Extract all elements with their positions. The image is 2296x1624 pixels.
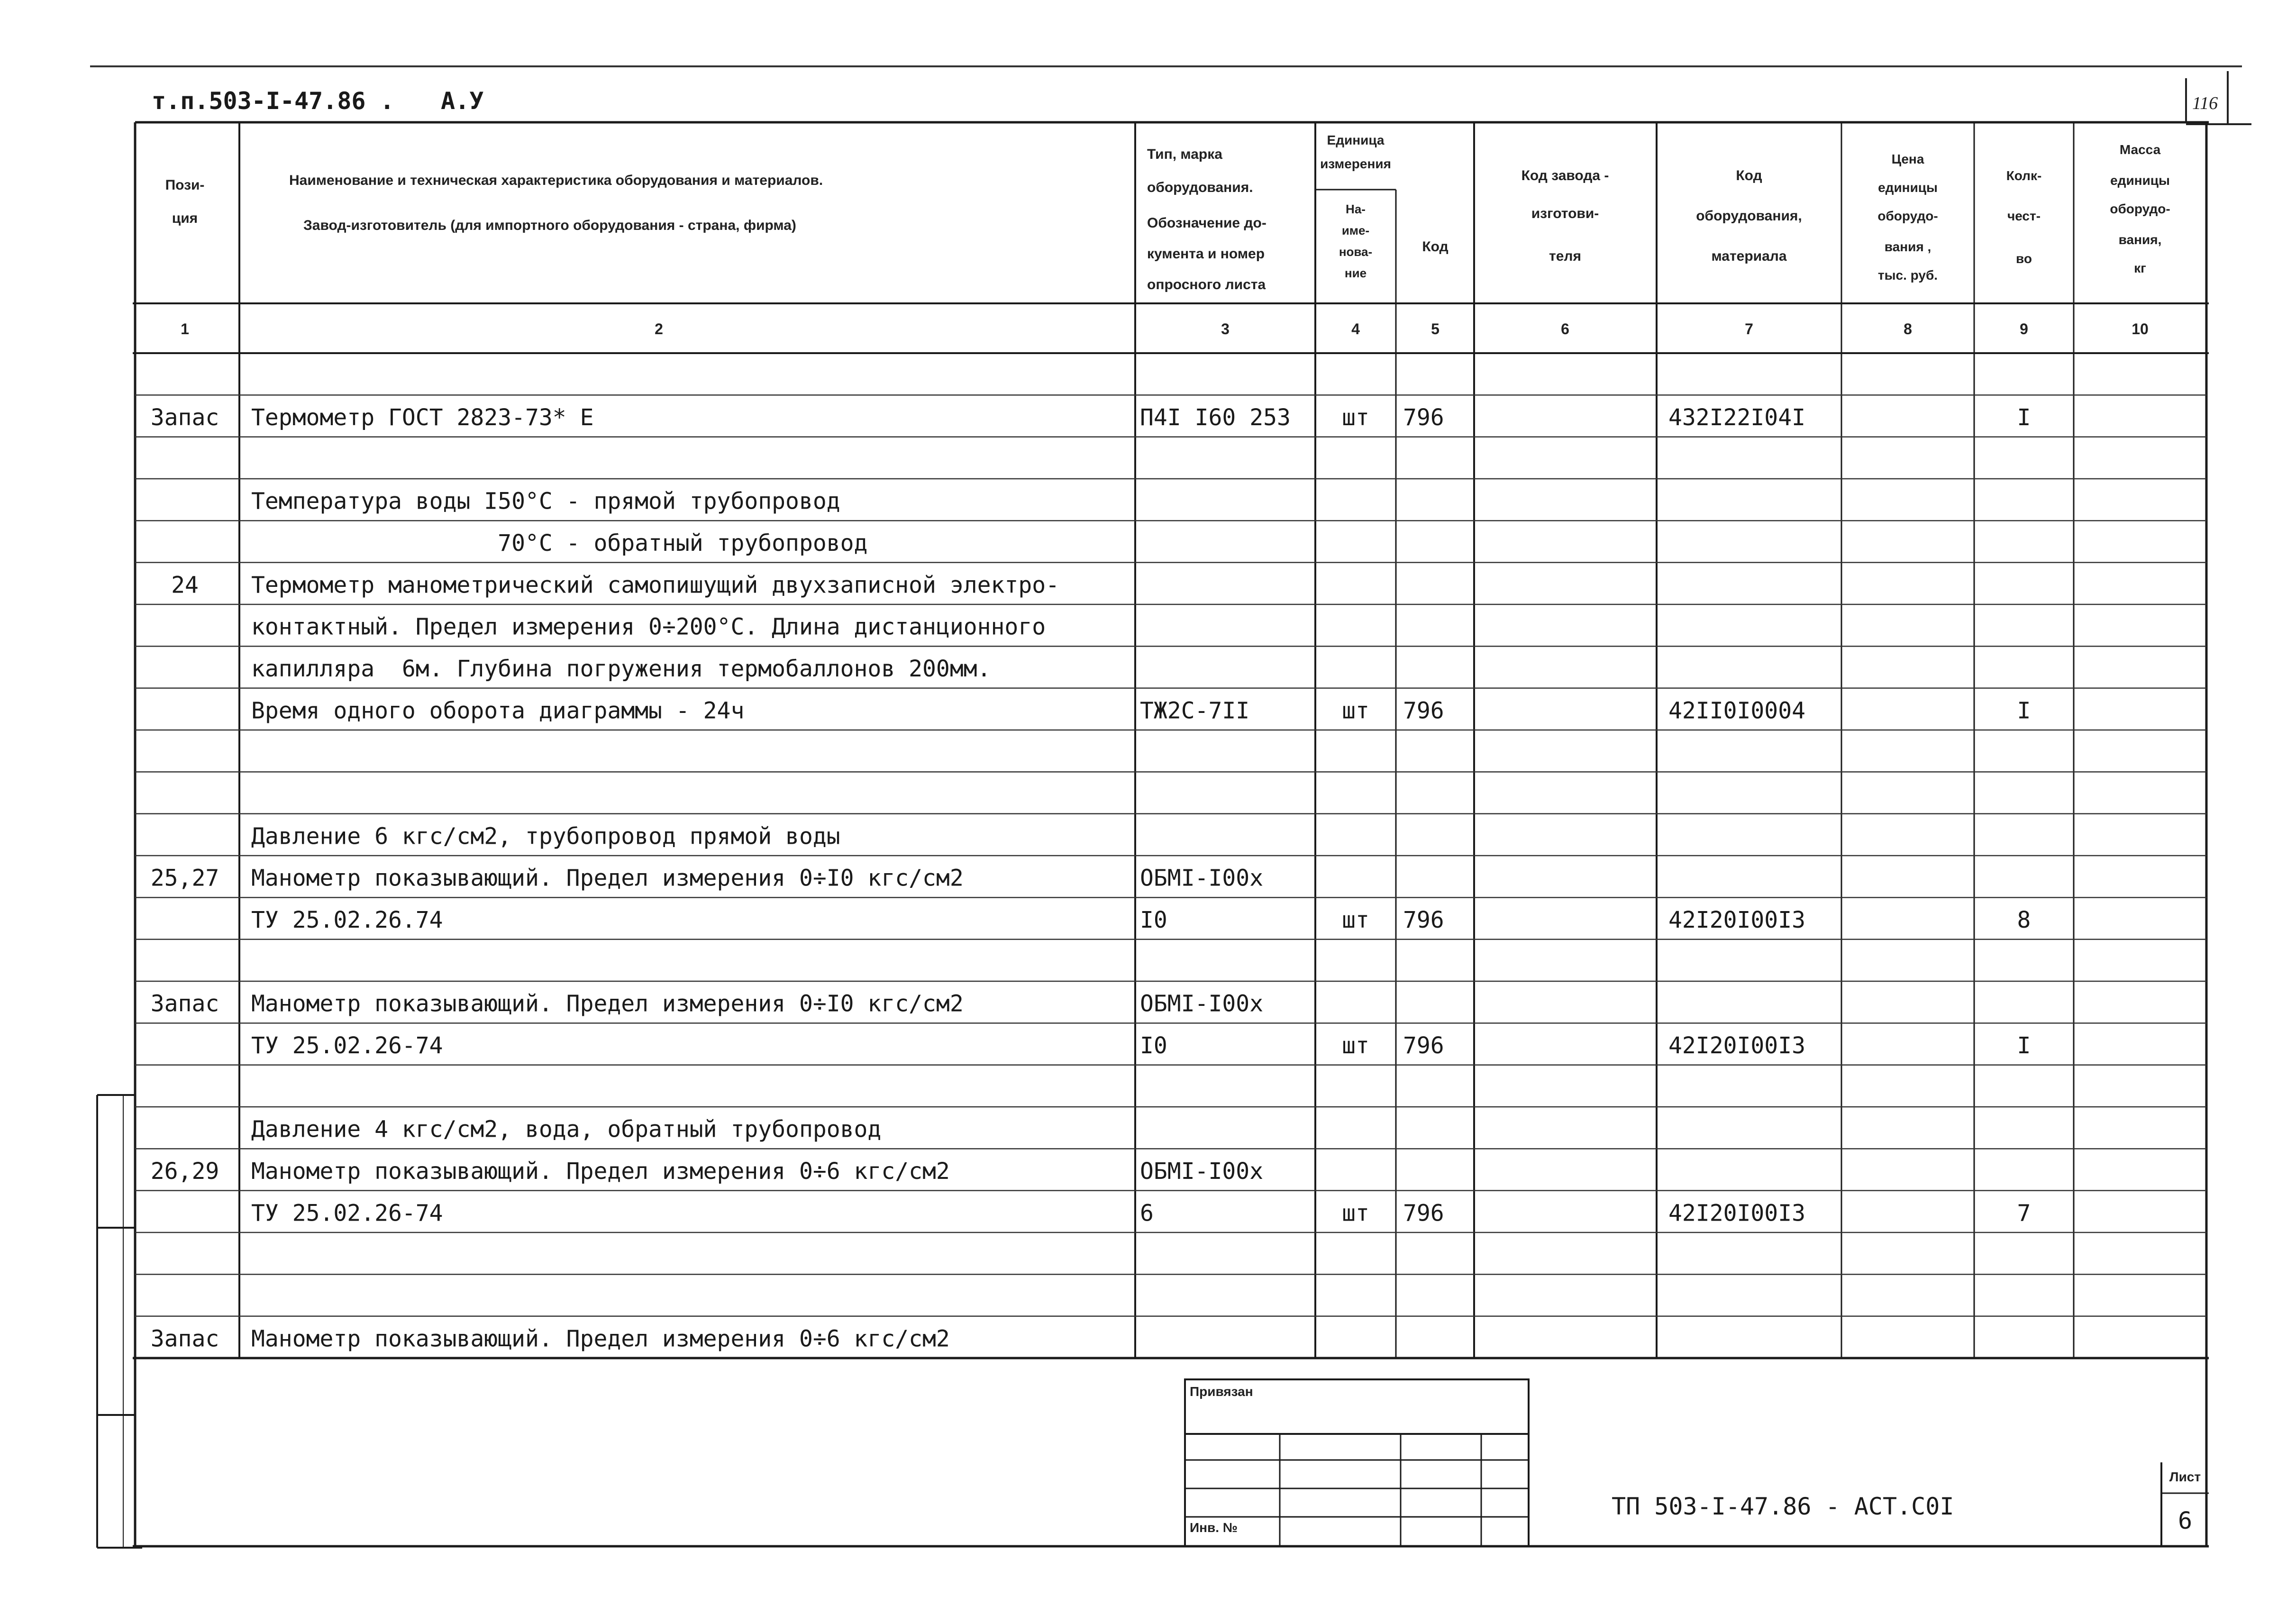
col-number: 3 xyxy=(1221,320,1230,338)
cell-unit-name: шт xyxy=(1342,697,1369,724)
col-number: 6 xyxy=(1561,320,1569,338)
col-number: 9 xyxy=(2020,320,2028,338)
header-qty-2: чест- xyxy=(2007,209,2041,223)
cell-type: П4I I60 253 xyxy=(1140,404,1291,431)
header-mass-3: оборудо- xyxy=(2110,201,2170,216)
doc-code: ТП 503-I-47.86 - АСТ.С0I xyxy=(1612,1493,1954,1520)
cell-position: Запас xyxy=(150,990,219,1017)
col-number: 10 xyxy=(2132,320,2149,338)
header-price-5: тыс. руб. xyxy=(1877,268,1938,283)
header-price-3: оборудо- xyxy=(1877,209,1938,223)
cell-unit-code: 796 xyxy=(1403,906,1444,933)
header-position-2: ция xyxy=(172,210,198,226)
table-row xyxy=(251,656,991,682)
header-unit-name-2: име- xyxy=(1341,223,1370,237)
table-row xyxy=(251,1116,881,1143)
header-unit-name-4: ние xyxy=(1344,266,1367,280)
attached-label: Привязан xyxy=(1190,1384,1253,1399)
cell-name: капилляра 6м. Глубина погружения термобаллонов 200мм. xyxy=(251,655,991,682)
cell-quantity: I xyxy=(2017,697,2031,724)
header-equip-2: оборудования, xyxy=(1696,208,1802,224)
cell-type: ОБМI-I00х xyxy=(1140,1158,1264,1185)
header-position-1: Пози- xyxy=(165,177,205,193)
header-price-2: единицы xyxy=(1878,180,1938,195)
table-row xyxy=(251,823,840,849)
header-qty-3: во xyxy=(2016,251,2032,266)
cell-name: Давление 6 кгс/см2, трубопровод прямой воды xyxy=(251,823,840,850)
doc-header-left: т.п.503-I-47.86 . xyxy=(152,87,394,115)
cell-name: Манометр показывающий. Предел измерения 0÷I0 кгс/см2 xyxy=(251,990,964,1017)
header-type-1: Тип, марка xyxy=(1147,146,1222,162)
col-number: 7 xyxy=(1745,320,1753,338)
cell-position: 24 xyxy=(171,572,199,599)
cell-position: 26,29 xyxy=(150,1158,219,1185)
cell-equipment-code: 42I20I00I3 xyxy=(1668,1200,1805,1227)
cell-name: Температура воды I50°С - прямой трубопровод xyxy=(251,488,840,515)
cell-type: 6 xyxy=(1140,1200,1154,1227)
cell-type: I0 xyxy=(1140,1032,1167,1059)
header-mass-4: вания, xyxy=(2118,232,2162,247)
cell-name: Давление 4 кгс/см2, вода, обратный трубопровод xyxy=(251,1116,882,1143)
cell-unit-code: 796 xyxy=(1403,697,1444,724)
header-price-4: вания , xyxy=(1884,239,1932,254)
header-mass-1: Масса xyxy=(2119,142,2161,157)
cell-name: Манометр показывающий. Предел измерения 0÷I0 кгс/см2 xyxy=(251,865,964,892)
cell-type: I0 xyxy=(1140,906,1167,933)
doc-header-mid: А.У xyxy=(441,87,484,115)
cell-name: ТУ 25.02.26-74 xyxy=(251,1032,443,1059)
cell-unit-name: шт xyxy=(1342,1200,1369,1227)
header-qty-1: Колк- xyxy=(2006,168,2042,183)
inv-label: Инв. № xyxy=(1190,1520,1238,1535)
cell-unit-code: 796 xyxy=(1403,404,1444,431)
table-row xyxy=(251,697,2031,724)
header-unit-group-1: Единица xyxy=(1327,133,1385,147)
cell-quantity: 7 xyxy=(2017,1200,2031,1227)
col-number: 5 xyxy=(1431,320,1440,338)
header-type-4: кумента и номер xyxy=(1147,246,1265,262)
header-unit-name-3: нова- xyxy=(1339,245,1373,259)
col-number: 1 xyxy=(181,320,189,338)
cell-unit-code: 796 xyxy=(1403,1032,1444,1059)
cell-unit-name: шт xyxy=(1342,906,1369,933)
cell-unit-name: шт xyxy=(1342,404,1369,431)
col-number: 2 xyxy=(655,320,663,338)
cell-name: Манометр показывающий. Предел измерения 0÷6 кгс/см2 xyxy=(251,1158,950,1185)
header-equip-1: Код xyxy=(1736,168,1762,183)
cell-quantity: I xyxy=(2017,1032,2031,1059)
header-maker-3: теля xyxy=(1549,248,1581,264)
header-maker-1: Код завода - xyxy=(1521,168,1609,183)
cell-type: ТЖ2С-7II xyxy=(1140,697,1250,724)
cell-equipment-code: 42I20I00I3 xyxy=(1668,1032,1805,1059)
cell-quantity: I xyxy=(2017,404,2031,431)
header-type-5: опросного листа xyxy=(1147,277,1266,292)
cell-equipment-code: 432I22I04I xyxy=(1668,404,1805,431)
cell-equipment-code: 42I20I00I3 xyxy=(1668,906,1805,933)
cell-unit-code: 796 xyxy=(1403,1200,1444,1227)
cell-name: ТУ 25.02.26-74 xyxy=(251,1200,443,1227)
cell-unit-name: шт xyxy=(1342,1032,1369,1059)
table-row xyxy=(151,1325,950,1352)
col-number: 4 xyxy=(1351,320,1360,338)
header-maker-2: изготови- xyxy=(1531,206,1599,221)
sheet-label: Лист xyxy=(2169,1469,2201,1484)
header-price-1: Цена xyxy=(1891,152,1924,166)
table-row xyxy=(171,572,1059,598)
header-type-3: Обозначение до- xyxy=(1147,215,1266,231)
table-row xyxy=(251,614,1046,640)
cell-name: 70°С - обратный трубопровод xyxy=(251,529,868,557)
sheet-number: 6 xyxy=(2178,1507,2193,1534)
header-mass-5: кг xyxy=(2134,261,2146,275)
page-tag: 116 xyxy=(2192,93,2218,113)
cell-type: ОБМI-I00х xyxy=(1140,865,1264,892)
header-name-1: Наименование и техническая характеристика оборудования и материалов. xyxy=(289,173,823,188)
header-type-2: оборудования. xyxy=(1147,180,1253,195)
header-mass-2: единицы xyxy=(2110,173,2170,188)
cell-position: 25,27 xyxy=(150,865,219,892)
cell-name: Термометр манометрический самопишущий двухзаписной электро- xyxy=(251,572,1060,599)
table-row xyxy=(251,530,867,557)
cell-position: Запас xyxy=(150,1325,219,1352)
cell-name: Термометр ГОСТ 2823-73* Е xyxy=(251,404,594,431)
col-number: 8 xyxy=(1904,320,1912,338)
cell-type: ОБМI-I00х xyxy=(1140,990,1264,1017)
header-unit-name-1: На- xyxy=(1346,202,1366,216)
header-name-2: Завод-изготовитель (для импортного оборудования - страна, фирма) xyxy=(303,218,796,233)
table-row xyxy=(251,488,840,515)
cell-quantity: 8 xyxy=(2017,906,2031,933)
header-unit-code: Код xyxy=(1422,239,1449,255)
cell-name: ТУ 25.02.26.74 xyxy=(251,906,443,933)
cell-position: Запас xyxy=(150,404,219,431)
cell-equipment-code: 42II0I0004 xyxy=(1668,697,1805,724)
cell-name: Время одного оборота диаграммы - 24ч xyxy=(251,697,745,724)
cell-name: контактный. Предел измерения 0÷200°С. Длина дистанционного xyxy=(251,613,1046,640)
header-unit-group-2: измерения xyxy=(1320,156,1391,171)
cell-name: Манометр показывающий. Предел измерения 0÷6 кгс/см2 xyxy=(251,1325,950,1352)
header-equip-3: материала xyxy=(1711,248,1787,264)
